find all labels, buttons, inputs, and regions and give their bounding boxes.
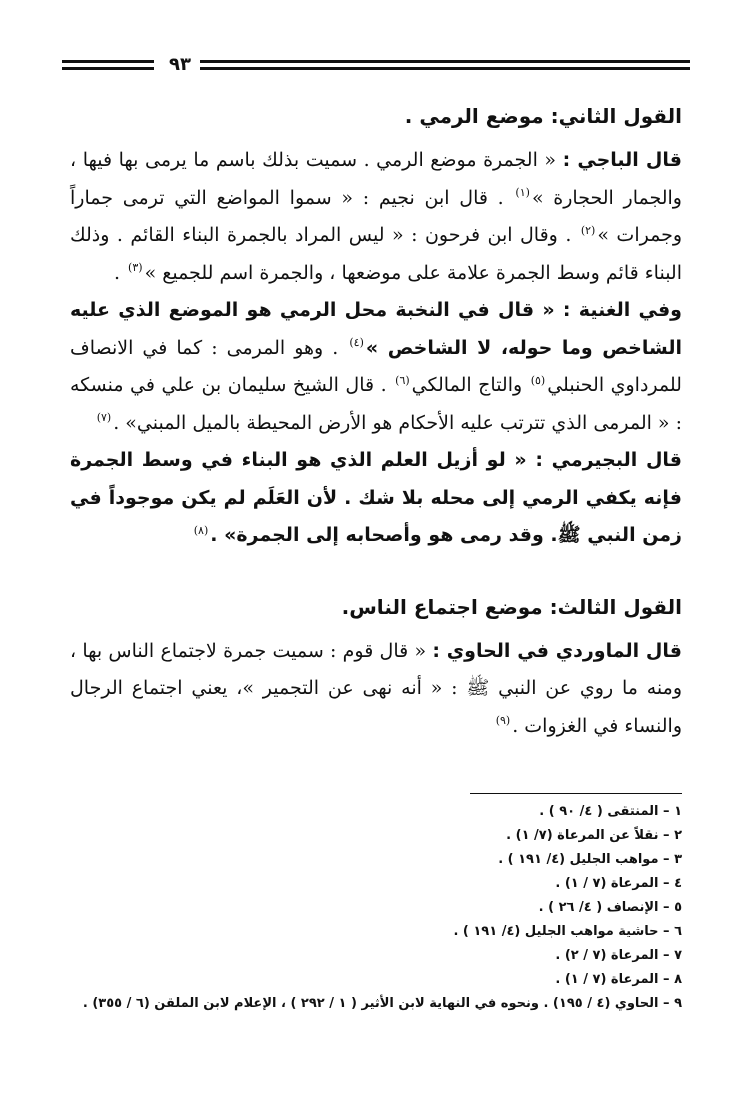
footnote-ref[interactable]: (٣) bbox=[128, 261, 143, 275]
paragraph-lead: وفي الغنية : bbox=[562, 299, 682, 321]
quote-text: . وقال ابن فرحون : « ليس المراد بالجمرة البناء القائم . وذلك البناء قائم وسط الجمرة علامة على موضعها ، والجمرة اسم للجميع » bbox=[70, 224, 682, 284]
footnote-divider bbox=[470, 793, 682, 794]
footnote-item: ٨ – المرعاة (٧ / ١) . bbox=[555, 972, 682, 987]
paragraph-bujairimi bbox=[70, 442, 682, 555]
footnotes bbox=[62, 800, 682, 1016]
footnote-ref[interactable]: (٧) bbox=[96, 411, 112, 425]
footnote-item: ٧ – المرعاة (٧ / ٢) . bbox=[555, 948, 682, 963]
page-header bbox=[62, 52, 690, 78]
header-rule-right bbox=[200, 60, 690, 70]
quote-text: « قال قوم : سميت جمرة لاجتماع الناس بها ، ومنه ما روي عن النبي ﷺ : « أنه نهى عن التجمير »، يعني اجتماع الرجال والنساء في الغزوات . bbox=[70, 639, 682, 737]
quote-text: « الجمرة موضع الرمي . سميت بذلك باسم ما يرمى بها فيها ، والجمار الحجارة » bbox=[70, 149, 682, 209]
paragraph-mawardi bbox=[70, 633, 682, 746]
paragraph-lead: قال الباجي : bbox=[562, 149, 682, 171]
footnote-ref[interactable]: (١) bbox=[515, 186, 530, 200]
footnote-ref[interactable]: (٦) bbox=[395, 373, 410, 387]
heading-third-opinion: القول الثالث: موضع اجتماع الناس. bbox=[341, 594, 682, 619]
paragraph-ghunya bbox=[70, 292, 682, 442]
quote-text: « قال في النخبة محل الرمي هو الموضع الذي عليه الشاخص وما حوله، لا الشاخص » bbox=[70, 299, 682, 359]
paragraph-lead: قال البجيرمي : bbox=[535, 449, 682, 471]
footnote-ref[interactable]: (٩) bbox=[495, 714, 511, 728]
quote-text: . وهو المرمى : كما في الانصاف للمرداوي الحنبلي bbox=[70, 336, 682, 396]
footnote-item: ٣ – مواهب الجليل (٤/ ١٩١ ) . bbox=[498, 852, 682, 867]
quote-text: . قال الشيخ سليمان بن علي في منسكه : « المرمى الذي تترتب عليه الأحكام هو الأرض المحيطة بالميل المبني» . bbox=[70, 374, 682, 434]
paragraph-baji bbox=[70, 142, 682, 292]
footnote-ref[interactable]: (٨) bbox=[193, 523, 209, 537]
heading-second-opinion: القول الثاني: موضع الرمي . bbox=[404, 104, 682, 128]
footnote-item: ١ – المنتقى ( ٤/ ٩٠ ) . bbox=[539, 804, 682, 819]
footnote-item: ٤ – المرعاة (٧ / ١) . bbox=[555, 876, 682, 891]
header-rule-left bbox=[62, 60, 154, 70]
paragraph-lead: قال الماوردي في الحاوي : bbox=[432, 639, 682, 662]
footnote-item: ٩ – الحاوي (٤ / ١٩٥) . ونحوه في النهاية لابن الأثير ( ١ / ٢٩٢ ) ، الإعلام لابن الملقن (٦ / ٣٥٥) . bbox=[82, 996, 682, 1011]
page-body bbox=[70, 96, 682, 745]
footnote-item: ٥ – الإنصاف ( ٤/ ٢٦ ) . bbox=[538, 900, 682, 915]
footnote-item: ٦ – حاشية مواهب الجليل (٤/ ١٩١ ) . bbox=[453, 924, 682, 939]
quote-text: والتاج المالكي bbox=[411, 374, 529, 396]
quote-text: « لو أزيل العلم الذي هو البناء في وسط الجمرة فإنه يكفي الرمي إلى محله بلا شك . لأن العَلَم لم يكن موجوداً في زمن النبي ﷺ. وقد رمى هو وأصحابه إلى الجمرة» . bbox=[70, 449, 682, 546]
quote-text: . قال ابن نجيم : « سموا المواضع التي ترمى جماراً وجمرات » bbox=[70, 186, 682, 246]
footnote-ref[interactable]: (٥) bbox=[530, 373, 546, 387]
page-number: ٩٣ bbox=[169, 54, 191, 75]
footnote-ref[interactable]: (٢) bbox=[580, 223, 596, 237]
footnote-ref[interactable]: (٤) bbox=[349, 336, 364, 350]
footnote-item: ٢ – نقلاً عن المرعاة (٧/ ١) . bbox=[506, 828, 682, 843]
quote-text: . bbox=[113, 261, 127, 284]
